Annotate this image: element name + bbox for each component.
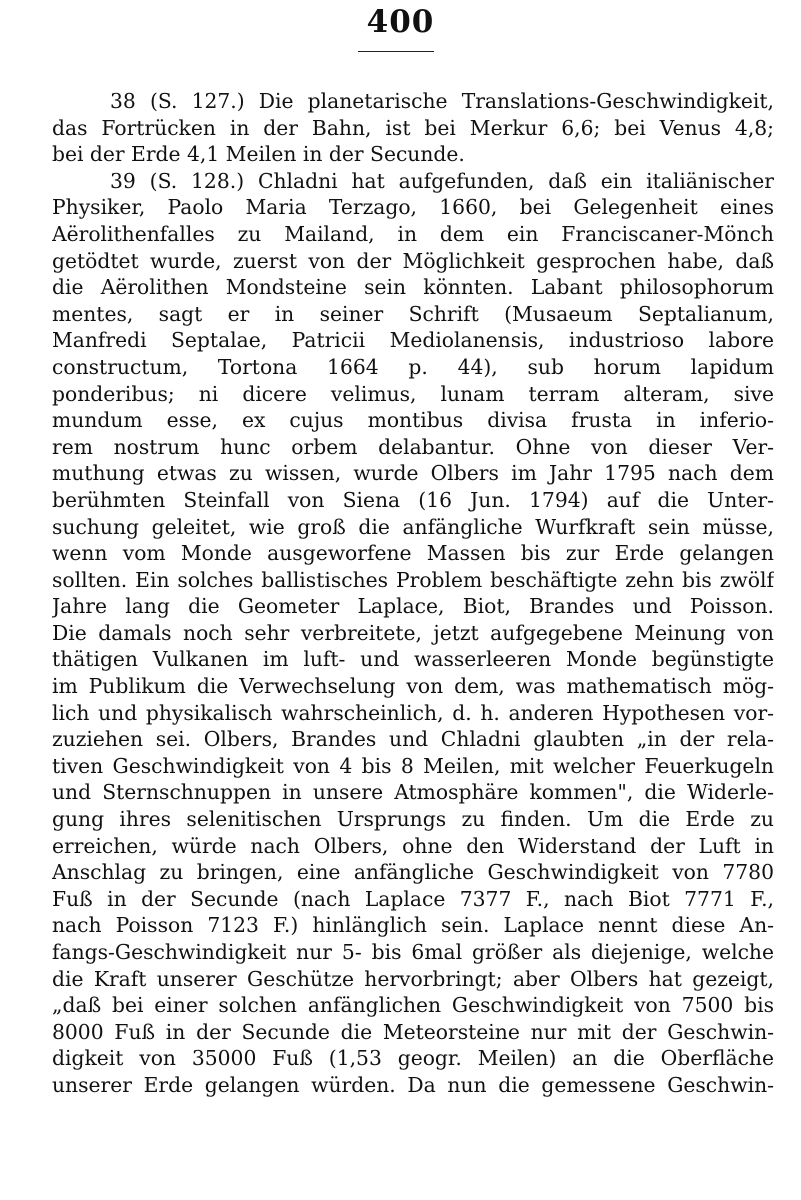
text-line: berühmten Steinfall von Siena (16 Jun. 1794) auf die Unter- [52, 487, 774, 512]
text-line: Manfredi Septalae, Patricii Mediolanensis, industrioso labore [52, 328, 774, 353]
text-line: lich und physikalisch wahrscheinlich, d. h. anderen Hypothesen vor- [52, 700, 774, 725]
footnotes-body [52, 88, 774, 1099]
text-line: Physiker, Paolo Maria Terzago, 1660, bei Gelegenheit eines [52, 195, 774, 220]
text-line: thätigen Vulkanen im luft- und wasserleeren Monde begünstigte [52, 647, 774, 672]
text-line: ponderibus; ni dicere velimus, lunam terram alteram, sive [52, 381, 774, 406]
text-line: mundum esse, ex cujus montibus divisa frusta in inferio- [52, 408, 774, 433]
text-line: Anschlag zu bringen, eine anfängliche Geschwindigkeit von 7780 [52, 860, 774, 885]
text-line: rem nostrum hunc orbem delabantur. Ohne von dieser Ver- [52, 434, 774, 459]
text-line: die Kraft unserer Geschütze hervorbringt; aber Olbers hat gezeigt, [52, 966, 774, 991]
text-line: das Fortrücken in der Bahn, ist bei Merkur 6,6; bei Venus 4,8; [52, 115, 774, 140]
text-line: im Publikum die Verwechselung von dem, was mathematisch mög- [52, 674, 774, 699]
text-line: constructum, Tortona 1664 p. 44), sub horum lapidum [52, 354, 774, 379]
footnote-39 [52, 168, 774, 1099]
text-line: gung ihres selenitischen Ursprungs zu finden. Um die Erde zu [52, 807, 774, 832]
text-line: muthung etwas zu wissen, wurde Olbers im Jahr 1795 nach dem [52, 461, 774, 486]
text-line: unserer Erde gelangen würden. Da nun die gemessene Geschwin- [52, 1072, 774, 1097]
text-line: 8000 Fuß in der Secunde die Meteorsteine nur mit der Geschwin- [52, 1019, 774, 1044]
text-line: getödtet wurde, zuerst von der Möglichkeit gesprochen habe, daß [52, 248, 774, 273]
page-number: 400 [366, 4, 435, 40]
text-line: fangs-Geschwindigkeit nur 5- bis 6mal größer als diejenige, welche [52, 940, 774, 964]
text-line: erreichen, würde nach Olbers, ohne den Widerstand der Luft in [52, 833, 774, 858]
text-line: 39 (S. 128.) Chladni hat aufgefunden, daß ein italiänischer [110, 168, 774, 193]
text-line: Aërolithenfalles zu Mailand, in dem ein Franciscaner-Mönch [52, 221, 774, 246]
text-line: die Aërolithen Mondsteine sein könnten. Labant philosophorum [52, 275, 774, 300]
text-line: Die damals noch sehr verbreitete, jetzt aufgegebene Meinung von [52, 620, 774, 645]
text-line: sollten. Ein solches ballistisches Problem beschäftigte zehn bis zwölf [52, 567, 774, 592]
text-line: digkeit von 35000 Fuß (1,53 geogr. Meilen) an die Oberfläche [52, 1046, 774, 1071]
footnote-38 [52, 88, 774, 168]
text-line: bei der Erde 4,1 Meilen in der Secunde. [52, 142, 465, 167]
text-line: Jahre lang die Geometer Laplace, Biot, Brandes und Poisson. [52, 594, 774, 619]
text-line: suchung geleitet, wie groß die anfängliche Wurfkraft sein müsse, [52, 514, 774, 539]
text-line: tiven Geschwindigkeit von 4 bis 8 Meilen, mit welcher Feuerkugeln [52, 753, 774, 778]
text-line: und Sternschnuppen in unsere Atmosphäre kommen", die Widerle- [52, 780, 774, 805]
text-line: mentes, sagt er in seiner Schrift (Musaeum Septalianum, [52, 301, 774, 326]
header-rule [358, 51, 434, 52]
text-line: nach Poisson 7123 F.) hinlänglich sein. Laplace nennt diese An- [52, 913, 774, 938]
text-line: „daß bei einer solchen anfänglichen Geschwindigkeit von 7500 bis [52, 993, 774, 1018]
text-line: Fuß in der Secunde (nach Laplace 7377 F., nach Biot 7771 F., [52, 886, 774, 911]
text-line: 38 (S. 127.) Die planetarische Translations-Geschwindigkeit, [110, 89, 774, 113]
text-line: wenn vom Monde ausgeworfene Massen bis zur Erde gelangen [52, 541, 774, 566]
text-line: zuziehen sei. Olbers, Brandes und Chladni glaubten „in der rela- [52, 727, 774, 752]
